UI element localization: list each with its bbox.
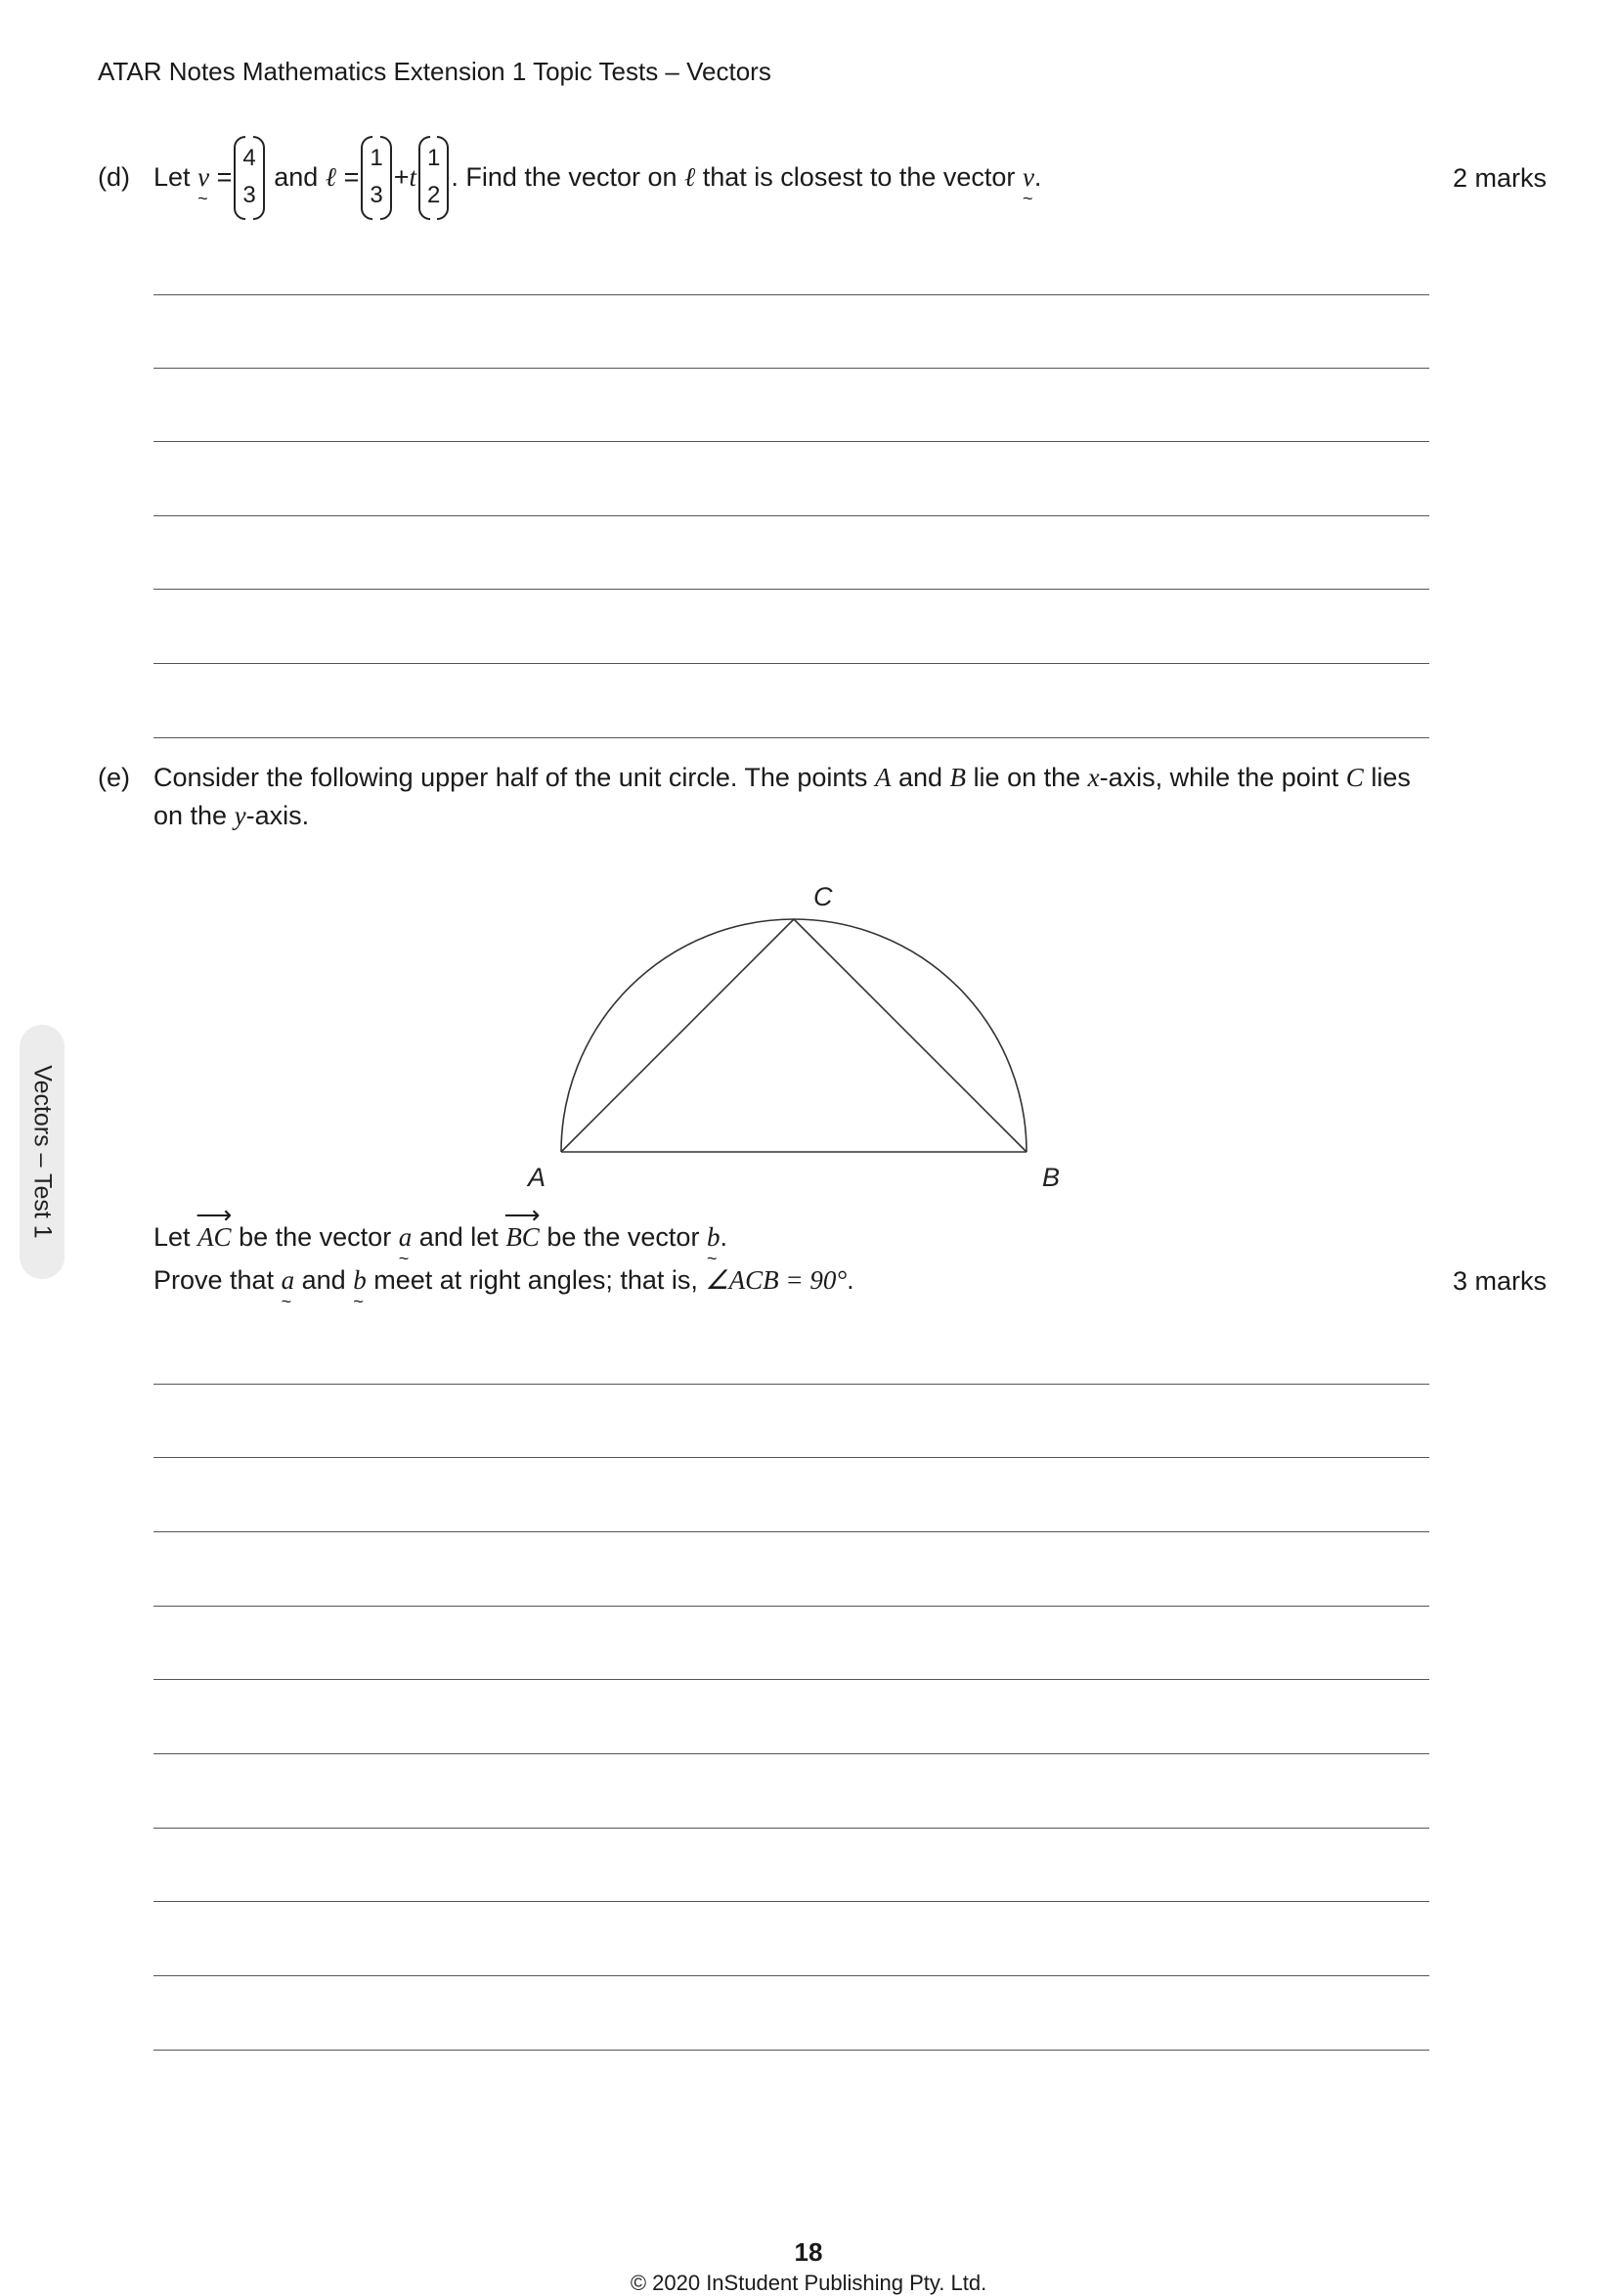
question-text: . Find the vector on [451,162,677,192]
point-c: C [1345,763,1364,792]
vector-bc: BC ⟶ [505,1220,540,1254]
prove-statement [153,1263,854,1311]
running-header: ATAR Notes Mathematics Extension 1 Topic Tests – Vectors [98,57,771,86]
and-text: and [274,162,319,192]
text: Let [153,1222,191,1252]
tilde-mark: ~ [281,1292,292,1311]
answer-line[interactable] [153,1606,1429,1607]
label-b: B [1042,1163,1061,1192]
chord-ac [561,919,794,1152]
label-c: C [813,882,833,911]
y-symbol: y [234,801,246,830]
b-symbol: b [353,1265,367,1295]
text: meet at right angles; that is, [373,1265,698,1295]
angle-acb: ∠ACB = 90° [705,1265,848,1295]
answer-line[interactable] [153,368,1429,369]
answer-line[interactable] [153,294,1429,295]
t-symbol: t [409,162,416,192]
ell-symbol-2: ℓ [684,162,696,192]
text: lies [1371,763,1411,792]
answer-line[interactable] [153,589,1429,590]
question-text-2: that is closest to the vector [702,162,1016,192]
tilde-mark: ~ [398,1249,410,1268]
text: lie on the [973,763,1081,792]
equals-sign: = [216,162,233,192]
chord-bc [794,919,1027,1152]
point-b: B [949,763,967,792]
vector-b-2 [353,1263,367,1311]
part-e-marks: 3 marks [1453,1266,1548,1296]
section-side-tab [20,1025,65,1279]
vector-definitions [153,1220,727,1268]
p-bottom: 3 [370,182,383,208]
period: . [720,1222,727,1252]
v-symbol: v [197,162,210,192]
answer-line[interactable] [153,1828,1429,1829]
answer-line[interactable] [153,1457,1429,1458]
vector-a-2 [281,1263,295,1311]
point-a: A [874,763,892,792]
tilde-mark: ~ [197,189,208,208]
x-symbol: x [1087,763,1100,792]
answer-line[interactable] [153,663,1429,664]
p-top: 1 [370,145,383,171]
tilde-mark: ~ [706,1249,718,1268]
semicircle-diagram [508,861,1095,1193]
answer-line[interactable] [153,2050,1429,2051]
let-text: Let [153,162,191,192]
answer-line[interactable] [153,1531,1429,1532]
answer-line[interactable] [153,515,1429,516]
answer-line[interactable] [153,737,1429,738]
part-e-line-2 [153,799,309,832]
period: . [847,1265,854,1295]
b-symbol: b [706,1222,721,1252]
v-top: 4 [242,145,256,171]
a-symbol: a [281,1265,295,1295]
answer-line[interactable] [153,441,1429,442]
tilde-mark: ~ [353,1292,364,1311]
tilde-mark: ~ [1022,189,1033,208]
part-d-question [153,136,1041,218]
equals-sign-2: = [343,162,360,192]
text: on the [153,801,228,830]
label-a: A [528,1163,546,1192]
column-vector-direction [418,136,449,218]
answer-line[interactable] [153,1901,1429,1902]
part-d-label: (d) [98,162,130,192]
column-vector-point [361,136,391,218]
a-symbol: a [398,1222,413,1252]
d-top: 1 [427,145,441,171]
ell-symbol: ℓ [325,162,337,192]
text: Prove that [153,1265,275,1295]
vector-a [398,1220,413,1268]
text: -axis. [245,801,310,830]
answer-line[interactable] [153,1975,1429,1976]
vector-ac: AC ⟶ [197,1220,232,1254]
copyright: © 2020 InStudent Publishing Pty. Ltd. [630,2271,987,2295]
plus-sign: + [393,162,410,192]
text: be the vector [239,1222,392,1252]
answer-line[interactable] [153,1384,1429,1385]
vector-v [197,160,210,208]
text: and [897,763,943,792]
text: be the vector [546,1222,700,1252]
d-bottom: 2 [427,182,441,208]
semicircle-arc [561,919,1027,1152]
page-number: 18 [794,2237,823,2267]
side-tab-label: Vectors – Test 1 [28,1065,57,1239]
vector-v-2 [1022,160,1034,208]
part-e-label: (e) [98,763,130,792]
text: and let [418,1222,499,1252]
part-e-line-1 [153,761,1411,794]
v-bottom: 3 [242,182,256,208]
text: -axis, while the point [1099,763,1339,792]
vector-b [706,1220,721,1268]
column-vector-v [234,136,264,218]
answer-line[interactable] [153,1753,1429,1754]
text: and [301,1265,346,1295]
period: . [1033,162,1042,192]
answer-line[interactable] [153,1679,1429,1680]
part-d-marks: 2 marks [1453,163,1548,193]
text: Consider the following upper half of the unit circle. The points [153,763,868,792]
v-symbol-2: v [1022,162,1034,192]
